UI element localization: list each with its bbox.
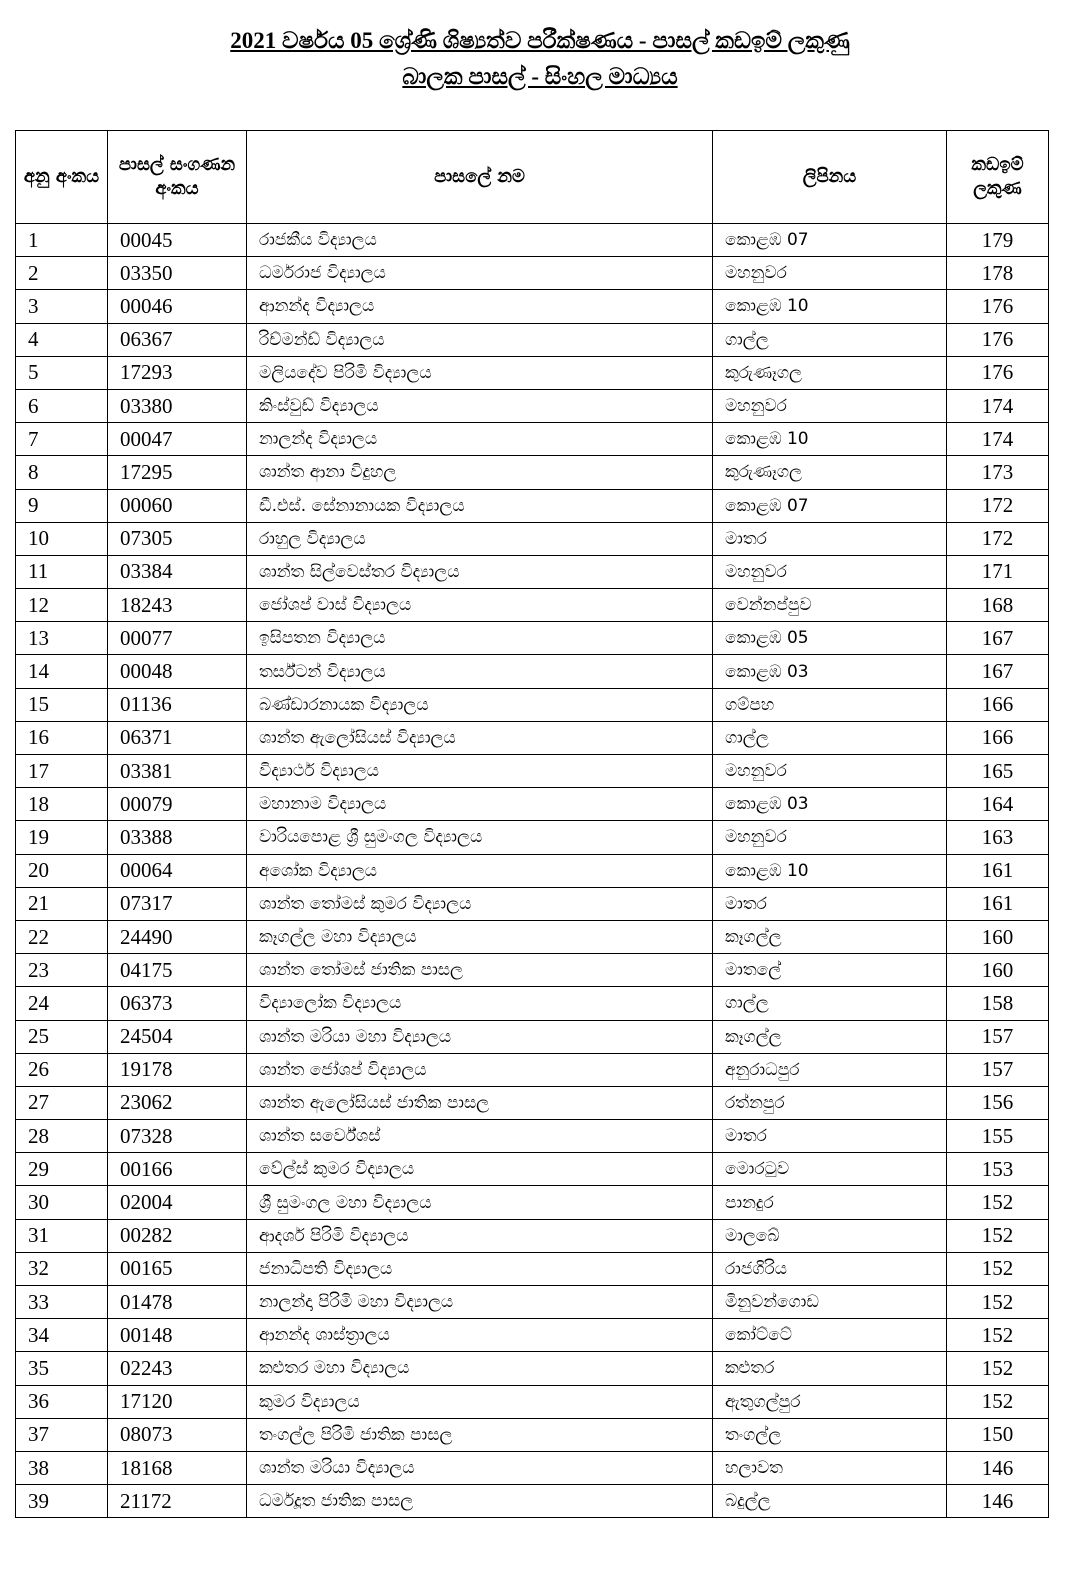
cutoff-mark-cell: 156 — [947, 1086, 1049, 1119]
school-name-cell: නාලන්දා පිරිමි මහා විද්‍යාලය — [247, 1286, 713, 1319]
census-number-cell: 00060 — [108, 489, 247, 522]
school-name-cell: මහානාම විද්‍යාලය — [247, 788, 713, 821]
table-row — [16, 1252, 1049, 1285]
table-row — [16, 1352, 1049, 1385]
table-row — [16, 721, 1049, 754]
census-number-cell: 03388 — [108, 821, 247, 854]
table-row — [16, 1418, 1049, 1451]
serial-number-cell: 1 — [16, 224, 108, 257]
cutoff-mark-cell: 161 — [947, 854, 1049, 887]
census-number-cell: 18168 — [108, 1451, 247, 1484]
address-cell: කළුතර — [713, 1352, 947, 1385]
serial-number-cell: 32 — [16, 1252, 108, 1285]
address-cell: කුරුණෑගල — [713, 456, 947, 489]
table-row — [16, 1153, 1049, 1186]
serial-number-cell: 28 — [16, 1120, 108, 1153]
table-row — [16, 854, 1049, 887]
cutoff-mark-cell: 146 — [947, 1451, 1049, 1484]
serial-number-cell: 34 — [16, 1319, 108, 1352]
serial-number-cell: 21 — [16, 887, 108, 920]
serial-number-cell: 6 — [16, 389, 108, 422]
school-name-cell: ධර්මදූත ජාතික පාසල — [247, 1485, 713, 1518]
census-number-cell: 00079 — [108, 788, 247, 821]
address-cell: තංගල්ල — [713, 1418, 947, 1451]
table-row — [16, 688, 1049, 721]
census-number-cell: 00282 — [108, 1219, 247, 1252]
census-number-cell: 03380 — [108, 389, 247, 422]
school-name-cell: විද්‍යාර්ථ විද්‍යාලය — [247, 755, 713, 788]
serial-number-cell: 29 — [16, 1153, 108, 1186]
cutoff-mark-cell: 178 — [947, 257, 1049, 290]
address-cell: හලාවත — [713, 1451, 947, 1484]
table-row — [16, 1053, 1049, 1086]
serial-number-cell: 25 — [16, 1020, 108, 1053]
serial-number-cell: 15 — [16, 688, 108, 721]
cutoff-mark-cell: 160 — [947, 954, 1049, 987]
cutoff-mark-cell: 176 — [947, 323, 1049, 356]
header-serial-number: අනු අංකය — [16, 131, 108, 224]
school-name-cell: අශෝක විද්‍යාලය — [247, 854, 713, 887]
school-name-cell: නාලන්ද විද්‍යාලය — [247, 423, 713, 456]
serial-number-cell: 20 — [16, 854, 108, 887]
school-name-cell: ඩී.එස්. සේනානායක විද්‍යාලය — [247, 489, 713, 522]
cutoff-mark-cell: 179 — [947, 224, 1049, 257]
cutoff-mark-cell: 176 — [947, 290, 1049, 323]
serial-number-cell: 3 — [16, 290, 108, 323]
school-name-cell: කළුතර මහා විද්‍යාලය — [247, 1352, 713, 1385]
school-name-cell: ශාන්ත ඇලෝසියස් විද්‍යාලය — [247, 721, 713, 754]
cutoff-mark-cell: 160 — [947, 920, 1049, 953]
cutoff-mark-cell: 152 — [947, 1319, 1049, 1352]
table-row — [16, 954, 1049, 987]
serial-number-cell: 4 — [16, 323, 108, 356]
census-number-cell: 06373 — [108, 987, 247, 1020]
table-row — [16, 987, 1049, 1020]
cutoff-mark-cell: 152 — [947, 1352, 1049, 1385]
cutoff-mark-cell: 167 — [947, 622, 1049, 655]
address-cell: මාතර — [713, 887, 947, 920]
cutoff-mark-cell: 166 — [947, 721, 1049, 754]
address-cell: බදුල්ල — [713, 1485, 947, 1518]
address-cell: මහනුවර — [713, 257, 947, 290]
cutoff-marks-table — [15, 130, 1049, 1518]
cutoff-mark-cell: 168 — [947, 589, 1049, 622]
address-cell: කෑගල්ල — [713, 1020, 947, 1053]
address-cell: කෝට්ටේ — [713, 1319, 947, 1352]
address-cell: පානදුර — [713, 1186, 947, 1219]
cutoff-mark-cell: 173 — [947, 456, 1049, 489]
school-name-cell: ජෝශප් වාස් විද්‍යාලය — [247, 589, 713, 622]
census-number-cell: 03384 — [108, 555, 247, 588]
address-cell: කොළඹ 10 — [713, 854, 947, 887]
serial-number-cell: 36 — [16, 1385, 108, 1418]
school-name-cell: ආනන්ද ශාස්ත්‍රාලය — [247, 1319, 713, 1352]
address-cell: කොළඹ 03 — [713, 788, 947, 821]
serial-number-cell: 10 — [16, 522, 108, 555]
address-cell: කොළඹ 03 — [713, 655, 947, 688]
table-row — [16, 423, 1049, 456]
school-name-cell: කෑගල්ල මහා විද්‍යාලය — [247, 920, 713, 953]
serial-number-cell: 8 — [16, 456, 108, 489]
serial-number-cell: 35 — [16, 1352, 108, 1385]
census-number-cell: 00048 — [108, 655, 247, 688]
table-row — [16, 290, 1049, 323]
school-name-cell: කිංස්වුඩ් විද්‍යාලය — [247, 389, 713, 422]
school-name-cell: ආදර්ශ පිරිමි විද්‍යාලය — [247, 1219, 713, 1252]
cutoff-mark-cell: 157 — [947, 1053, 1049, 1086]
address-cell: කුරුණෑගල — [713, 356, 947, 389]
census-number-cell: 02243 — [108, 1352, 247, 1385]
cutoff-mark-cell: 165 — [947, 755, 1049, 788]
census-number-cell: 01478 — [108, 1286, 247, 1319]
census-number-cell: 00148 — [108, 1319, 247, 1352]
census-number-cell: 01136 — [108, 688, 247, 721]
serial-number-cell: 16 — [16, 721, 108, 754]
table-row — [16, 389, 1049, 422]
census-number-cell: 17120 — [108, 1385, 247, 1418]
address-cell: ගාල්ල — [713, 323, 947, 356]
serial-number-cell: 27 — [16, 1086, 108, 1119]
cutoff-mark-cell: 174 — [947, 389, 1049, 422]
cutoff-mark-cell: 172 — [947, 489, 1049, 522]
census-number-cell: 18243 — [108, 589, 247, 622]
cutoff-mark-cell: 176 — [947, 356, 1049, 389]
census-number-cell: 07305 — [108, 522, 247, 555]
school-name-cell: විද්‍යාලෝක විද්‍යාලය — [247, 987, 713, 1020]
table-row — [16, 622, 1049, 655]
serial-number-cell: 14 — [16, 655, 108, 688]
header-census-number: පාසල් සංගණන අංකය — [108, 131, 247, 224]
school-name-cell: වේල්ස් කුමර විද්‍යාලය — [247, 1153, 713, 1186]
table-row — [16, 1485, 1049, 1518]
table-row — [16, 1186, 1049, 1219]
census-number-cell: 19178 — [108, 1053, 247, 1086]
cutoff-mark-cell: 146 — [947, 1485, 1049, 1518]
school-name-cell: ශාන්ත ඇලෝසියස් ජාතික පාසල — [247, 1086, 713, 1119]
school-name-cell: බණ්ඩාරනායක විද්‍යාලය — [247, 688, 713, 721]
address-cell: රාජගිරිය — [713, 1252, 947, 1285]
table-row — [16, 224, 1049, 257]
serial-number-cell: 33 — [16, 1286, 108, 1319]
table-row — [16, 555, 1049, 588]
table-row — [16, 1286, 1049, 1319]
census-number-cell: 23062 — [108, 1086, 247, 1119]
table-row — [16, 356, 1049, 389]
school-name-cell: ශාන්ත මරියා විද්‍යාලය — [247, 1451, 713, 1484]
address-cell: මොරටුව — [713, 1153, 947, 1186]
cutoff-mark-cell: 166 — [947, 688, 1049, 721]
census-number-cell: 06367 — [108, 323, 247, 356]
table-row — [16, 456, 1049, 489]
address-cell: අනුරාධපුර — [713, 1053, 947, 1086]
address-cell: මහනුවර — [713, 555, 947, 588]
address-cell: මාතලේ — [713, 954, 947, 987]
school-name-cell: ශාන්ත ආනා විදුහල — [247, 456, 713, 489]
document-title: 2021 වර්ෂය 05 ශ්‍රේණි ශිෂ්‍යත්ව පරීක්ෂණය - පාසල් කඩඉම් ලකුණු — [230, 28, 850, 53]
serial-number-cell: 18 — [16, 788, 108, 821]
census-number-cell: 21172 — [108, 1485, 247, 1518]
address-cell: මාතර — [713, 522, 947, 555]
school-name-cell: වාරියපොළ ශ්‍රී සුමංගල විද්‍යාලය — [247, 821, 713, 854]
table-row — [16, 1451, 1049, 1484]
table-row — [16, 489, 1049, 522]
cutoff-mark-cell: 155 — [947, 1120, 1049, 1153]
cutoff-mark-cell: 152 — [947, 1286, 1049, 1319]
census-number-cell: 00077 — [108, 622, 247, 655]
table-row — [16, 920, 1049, 953]
cutoff-mark-cell: 152 — [947, 1385, 1049, 1418]
table-row — [16, 1020, 1049, 1053]
serial-number-cell: 30 — [16, 1186, 108, 1219]
address-cell: කොළඹ 07 — [713, 489, 947, 522]
address-cell: කොළඹ 10 — [713, 423, 947, 456]
serial-number-cell: 19 — [16, 821, 108, 854]
table-header-row — [16, 131, 1049, 224]
serial-number-cell: 11 — [16, 555, 108, 588]
serial-number-cell: 12 — [16, 589, 108, 622]
table-row — [16, 1086, 1049, 1119]
school-name-cell: ශාන්ත සර්වේශස් — [247, 1120, 713, 1153]
serial-number-cell: 23 — [16, 954, 108, 987]
school-name-cell: මලියදේව පිරිමි විද්‍යාලය — [247, 356, 713, 389]
census-number-cell: 03350 — [108, 257, 247, 290]
header-address: ලිපිනය — [713, 131, 947, 224]
census-number-cell: 24490 — [108, 920, 247, 953]
table-row — [16, 755, 1049, 788]
address-cell: කෑගල්ල — [713, 920, 947, 953]
address-cell: මාලබේ — [713, 1219, 947, 1252]
serial-number-cell: 38 — [16, 1451, 108, 1484]
school-name-cell: ශ්‍රී සුමංගල මහා විද්‍යාලය — [247, 1186, 713, 1219]
address-cell: මහනුවර — [713, 755, 947, 788]
header-cutoff-mark: කඩඉම් ලකුණ — [947, 131, 1049, 224]
serial-number-cell: 5 — [16, 356, 108, 389]
cutoff-mark-cell: 158 — [947, 987, 1049, 1020]
census-number-cell: 02004 — [108, 1186, 247, 1219]
census-number-cell: 24504 — [108, 1020, 247, 1053]
serial-number-cell: 26 — [16, 1053, 108, 1086]
address-cell: මහනුවර — [713, 389, 947, 422]
census-number-cell: 07328 — [108, 1120, 247, 1153]
cutoff-mark-cell: 152 — [947, 1252, 1049, 1285]
census-number-cell: 08073 — [108, 1418, 247, 1451]
address-cell: වෙන්නප්පුව — [713, 589, 947, 622]
census-number-cell: 00047 — [108, 423, 247, 456]
table-row — [16, 1219, 1049, 1252]
header-school-name: පාසලේ නම — [247, 131, 713, 224]
table-row — [16, 821, 1049, 854]
address-cell: මිනුවන්ගොඩ — [713, 1286, 947, 1319]
school-name-cell: ධර්මරාජ විද්‍යාලය — [247, 257, 713, 290]
school-name-cell: ශාන්ත මරියා මහා විද්‍යාලය — [247, 1020, 713, 1053]
school-name-cell: තර්ස්ටන් විද්‍යාලය — [247, 655, 713, 688]
cutoff-mark-cell: 164 — [947, 788, 1049, 821]
serial-number-cell: 31 — [16, 1219, 108, 1252]
address-cell: මාතර — [713, 1120, 947, 1153]
cutoff-mark-cell: 174 — [947, 423, 1049, 456]
table-row — [16, 887, 1049, 920]
census-number-cell: 06371 — [108, 721, 247, 754]
serial-number-cell: 37 — [16, 1418, 108, 1451]
cutoff-mark-cell: 172 — [947, 522, 1049, 555]
cutoff-mark-cell: 150 — [947, 1418, 1049, 1451]
address-cell: කොළඹ 05 — [713, 622, 947, 655]
serial-number-cell: 17 — [16, 755, 108, 788]
census-number-cell: 07317 — [108, 887, 247, 920]
census-number-cell: 00064 — [108, 854, 247, 887]
school-name-cell: රාජකීය විද්‍යාලය — [247, 224, 713, 257]
school-name-cell: රිච්මන්ඩ් විද්‍යාලය — [247, 323, 713, 356]
table-row — [16, 522, 1049, 555]
school-name-cell: ජනාධිපති විද්‍යාලය — [247, 1252, 713, 1285]
address-cell: ගාල්ල — [713, 987, 947, 1020]
school-name-cell: තංගල්ල පිරිමි ජාතික පාසල — [247, 1418, 713, 1451]
census-number-cell: 00045 — [108, 224, 247, 257]
address-cell: කොළඹ 10 — [713, 290, 947, 323]
table-row — [16, 1385, 1049, 1418]
address-cell: ගාල්ල — [713, 721, 947, 754]
serial-number-cell: 13 — [16, 622, 108, 655]
table-row — [16, 1319, 1049, 1352]
cutoff-mark-cell: 171 — [947, 555, 1049, 588]
census-number-cell: 00166 — [108, 1153, 247, 1186]
serial-number-cell: 39 — [16, 1485, 108, 1518]
cutoff-mark-cell: 152 — [947, 1186, 1049, 1219]
school-name-cell: රාහුල විද්‍යාලය — [247, 522, 713, 555]
census-number-cell: 00165 — [108, 1252, 247, 1285]
table-row — [16, 1120, 1049, 1153]
table-row — [16, 655, 1049, 688]
school-name-cell: ශාන්ත සිල්වෙස්තර විද්‍යාලය — [247, 555, 713, 588]
serial-number-cell: 2 — [16, 257, 108, 290]
serial-number-cell: 24 — [16, 987, 108, 1020]
census-number-cell: 03381 — [108, 755, 247, 788]
serial-number-cell: 9 — [16, 489, 108, 522]
cutoff-mark-cell: 167 — [947, 655, 1049, 688]
address-cell: මහනුවර — [713, 821, 947, 854]
cutoff-mark-cell: 163 — [947, 821, 1049, 854]
table-row — [16, 589, 1049, 622]
school-name-cell: කුමර විද්‍යාලය — [247, 1385, 713, 1418]
census-number-cell: 17295 — [108, 456, 247, 489]
address-cell: කොළඹ 07 — [713, 224, 947, 257]
cutoff-mark-cell: 153 — [947, 1153, 1049, 1186]
cutoff-mark-cell: 157 — [947, 1020, 1049, 1053]
census-number-cell: 00046 — [108, 290, 247, 323]
serial-number-cell: 7 — [16, 423, 108, 456]
census-number-cell: 17293 — [108, 356, 247, 389]
school-name-cell: ඉසිපතන විද්‍යාලය — [247, 622, 713, 655]
school-name-cell: ශාන්ත තෝමස් ජාතික පාසල — [247, 954, 713, 987]
address-cell: ගම්පහ — [713, 688, 947, 721]
address-cell: රත්නපුර — [713, 1086, 947, 1119]
table-row — [16, 788, 1049, 821]
document-subtitle: බාලක පාසල් - සිංහල මාධ්‍යය — [402, 64, 678, 89]
cutoff-mark-cell: 152 — [947, 1219, 1049, 1252]
table-row — [16, 323, 1049, 356]
serial-number-cell: 22 — [16, 920, 108, 953]
cutoff-mark-cell: 161 — [947, 887, 1049, 920]
table-row — [16, 257, 1049, 290]
school-name-cell: ආනන්ද විද්‍යාලය — [247, 290, 713, 323]
address-cell: ඇතුගල්පුර — [713, 1385, 947, 1418]
school-name-cell: ශාන්ත තෝමස් කුමර විද්‍යාලය — [247, 887, 713, 920]
school-name-cell: ශාන්ත ජෝශප් විද්‍යාලය — [247, 1053, 713, 1086]
census-number-cell: 04175 — [108, 954, 247, 987]
